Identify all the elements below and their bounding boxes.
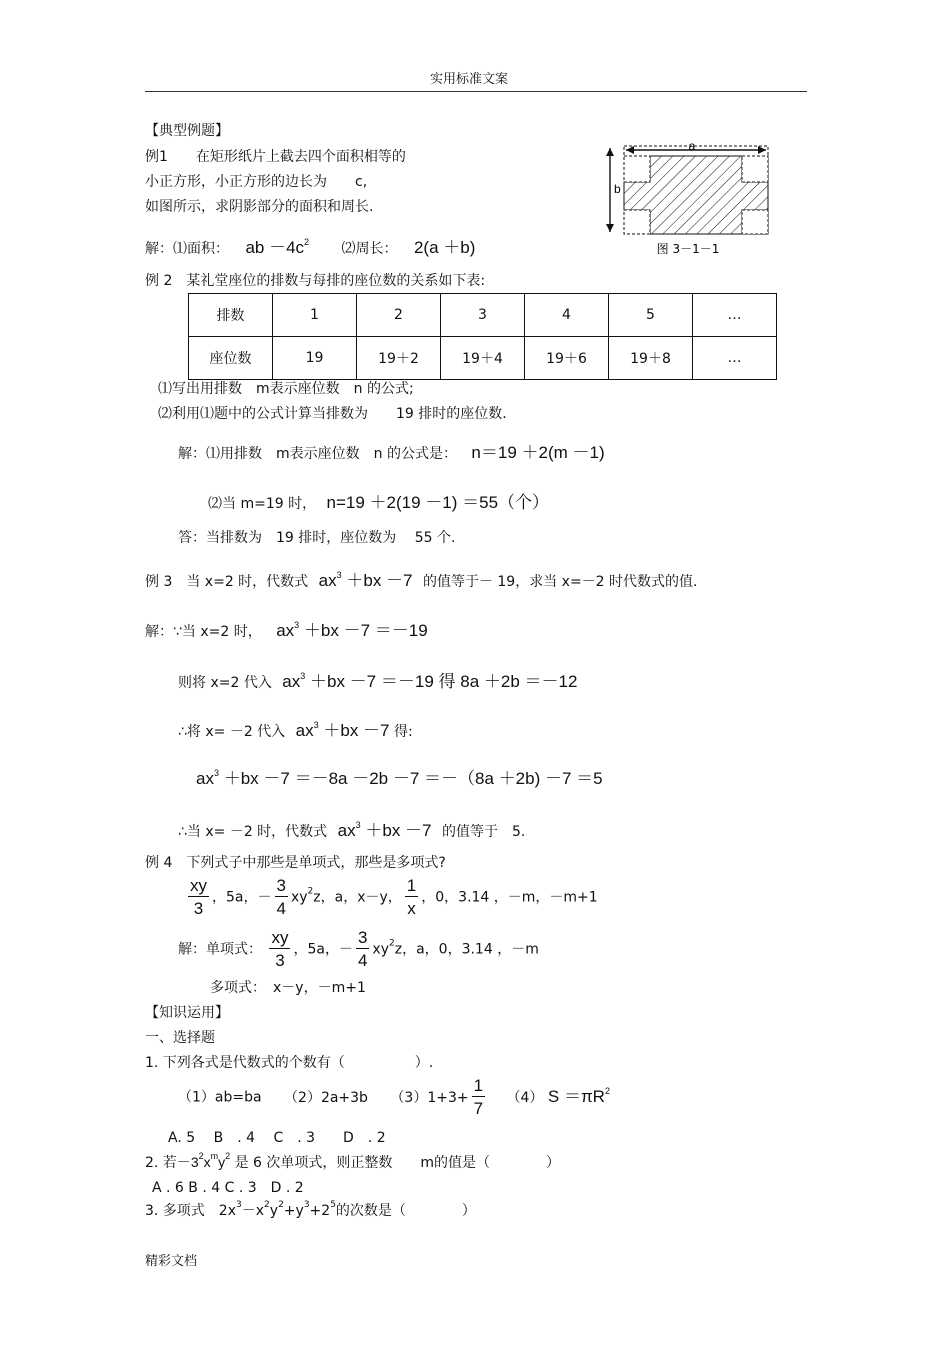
ex2-solution1: 解：⑴用排数 m表示座位数 n 的公式是： n＝19 ＋2(m －1) bbox=[178, 443, 605, 462]
ex2-answer: 答：当排数为 19 排时，座位数为 55 个. bbox=[178, 530, 456, 546]
ex2-solution2: ⑵当 m=19 时， n=19 ＋2(19 －1) ＝55（个） bbox=[208, 493, 550, 512]
part1-heading: 一、选择题 bbox=[145, 1030, 215, 1046]
q2-stem: 2. 若$-3^2x^my^2$ 是 6 次单项式，则正整数 m的值是（ ） bbox=[145, 1151, 561, 1171]
figure-label-a: a bbox=[688, 139, 696, 153]
q1-choices: A. 5 B . 4 C . 3 D . 2 bbox=[168, 1130, 386, 1146]
fraction-3-4: $\frac{3}{4}$ bbox=[357, 928, 368, 970]
ex2-question: 例 2 某礼堂座位的排数与每排的座位数的关系如下表: bbox=[145, 273, 486, 289]
q1-options: （1）ab=ba （2）2a+3b （3）1+3+ $\frac{1}{7}$ （4） $S =\pi R^2$ bbox=[178, 1076, 610, 1118]
table-cell: 座位数 bbox=[189, 337, 273, 380]
ex2-q1: ⑴写出用排数 m表示座位数 n 的公式; bbox=[158, 381, 414, 397]
ex1-solution bbox=[145, 233, 475, 258]
fraction-xy-3: $\frac{xy}{3}$ bbox=[190, 876, 207, 918]
q3-stem: 3. 多项式 $2x^3-x^2y^2+y^3+2^5$的次数是（ ） bbox=[145, 1200, 476, 1219]
fraction-3-4: $\frac{3}{4}$ bbox=[276, 876, 286, 918]
table-cell: 1 bbox=[273, 294, 357, 337]
section-apply-heading: 【知识运用】 bbox=[145, 1005, 229, 1021]
fraction-1-7: $\frac{1}{7}$ bbox=[473, 1076, 484, 1118]
ex3-step1: 解：∵当 x=2 时， $ax^3 +bx -7 =-19$ bbox=[145, 620, 428, 640]
table-cell: 2 bbox=[357, 294, 441, 337]
table-cell: 3 bbox=[441, 294, 525, 337]
table-row bbox=[189, 294, 777, 337]
rectangle-figure bbox=[600, 138, 780, 263]
ex4-polynomials: 多项式： x－y，－m+1 bbox=[210, 980, 366, 996]
fraction-xy-3: $\frac{xy}{3}$ bbox=[271, 928, 289, 970]
ex1-line3: 如图所示，求阴影部分的面积和周长. bbox=[145, 199, 374, 215]
ex1-line1: 例1 在矩形纸片上截去四个面积相等的 bbox=[145, 149, 406, 165]
ex3-conclusion: ∴当 x= －2 时，代数式 $ax^3 +bx -7$ 的值等于 5. bbox=[178, 820, 526, 840]
q2-choices: A . 6 B . 4 C . 3 D . 2 bbox=[152, 1180, 304, 1196]
q1-stem: 1. 下列各式是代数式的个数有（ ）. bbox=[145, 1055, 434, 1071]
seat-table bbox=[188, 293, 777, 380]
table-cell: 4 bbox=[525, 294, 609, 337]
ex4-expression-list: $\frac{xy}{3}$ ，5a，－ $\frac{3}{4}$ $xy^2z$，a，x－y， $\frac{1}{x}$ ，0，3.14 ，－m，－m+1 bbox=[190, 876, 598, 918]
ex3-question: 例 3 当 x=2 时，代数式 $ax^3 +bx -7$ 的值等于－ 19，求当 x=－2 时代数式的值. bbox=[145, 570, 698, 590]
table-cell: 5 bbox=[609, 294, 693, 337]
ex1-perimeter-formula: 2(a ＋b) bbox=[413, 238, 476, 257]
table-cell: 19 bbox=[273, 337, 357, 380]
table-cell: 19＋2 bbox=[357, 337, 441, 380]
table-cell: … bbox=[693, 294, 777, 337]
section-examples-heading: 【典型例题】 bbox=[145, 123, 229, 139]
ex1-line2: 小正方形，小正方形的边长为 c, bbox=[145, 174, 368, 190]
table-cell: 排数 bbox=[189, 294, 273, 337]
table-cell: 19＋8 bbox=[609, 337, 693, 380]
ex1-area-formula: ab $-4c^2$ bbox=[245, 237, 310, 257]
ex3-step4: $ax^3 +bx -7 =-8a -2b -7 =-(8a +2b) -7 =5$ bbox=[196, 768, 603, 788]
figure-caption: 图 3－1－1 bbox=[656, 242, 720, 256]
page-header-title: 实用标准文案 bbox=[430, 72, 509, 87]
page-footer-label: 精彩文档 bbox=[145, 1254, 198, 1269]
ex4-question: 例 4 下列式子中那些是单项式，那些是多项式? bbox=[145, 855, 446, 871]
fraction-1-x: $\frac{1}{x}$ bbox=[406, 876, 417, 918]
table-cell: 19＋4 bbox=[441, 337, 525, 380]
ex1-sol-prefix: 解：⑴面积： bbox=[145, 241, 229, 257]
ex4-monomials: 解：单项式： $\frac{xy}{3}$ ，5a，－ $\frac{3}{4}$ $xy^2z$，a，0，3.14 ，－m bbox=[178, 928, 539, 970]
ex2-formula: n＝19 ＋2(m －1) bbox=[471, 443, 605, 462]
table-cell: 19＋6 bbox=[525, 337, 609, 380]
ex3-expression: $ax^3 +bx -7$ bbox=[318, 570, 413, 590]
ex1-perimeter-label: ⑵周长： bbox=[341, 241, 398, 257]
table-row bbox=[189, 337, 777, 380]
figure-label-b: b bbox=[614, 182, 621, 196]
ex2-q2: ⑵利用⑴题中的公式计算当排数为 19 排时的座位数. bbox=[158, 406, 507, 422]
table-cell: … bbox=[693, 337, 777, 380]
ex3-step2: 则将 x=2 代入 $ax^3 +bx -7 =-19$ 得 8a ＋2b ＝－12 bbox=[178, 671, 578, 691]
ex3-step3: ∴将 x= －2 代入 $ax^3 +bx -7$ 得: bbox=[178, 720, 413, 740]
header-divider bbox=[145, 91, 807, 92]
